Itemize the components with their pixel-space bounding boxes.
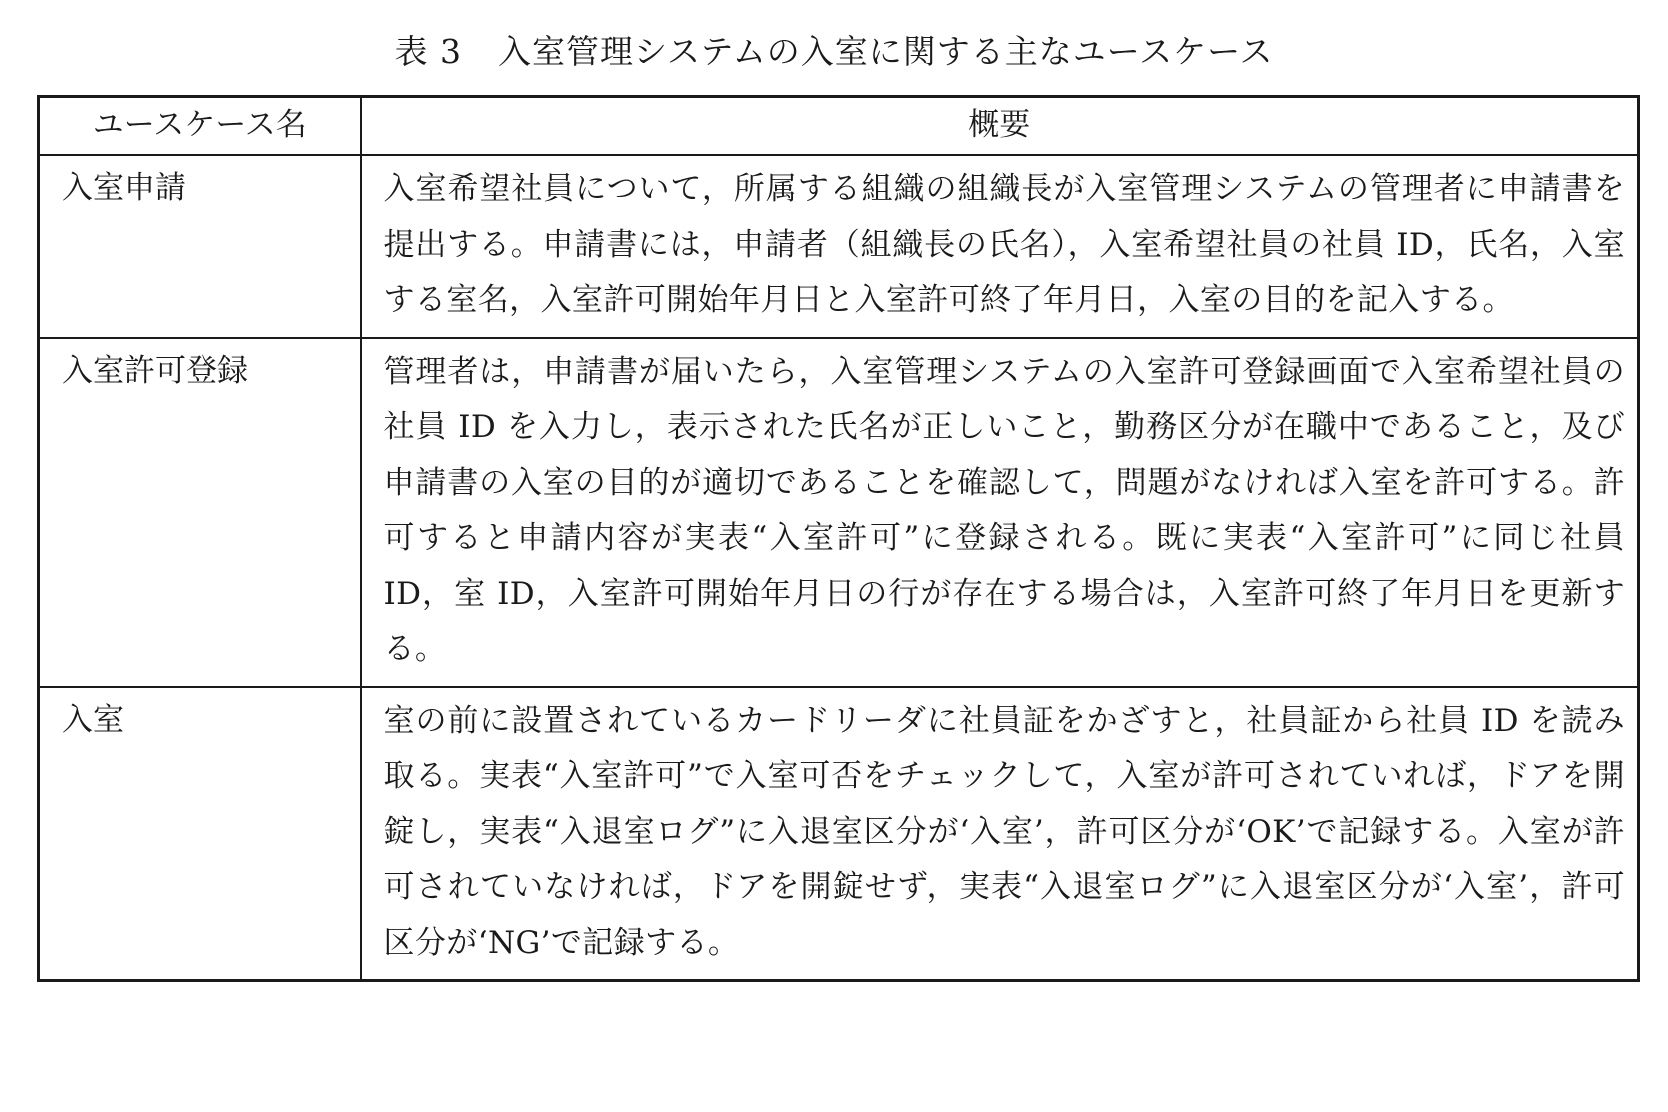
use-case-summary-cell: 室の前に設置されているカードリーダに社員証をかざすと，社員証から社員 ID を読み取る。実表“入室許可”で入室可否をチェックして，入室が許可されていれば，ドアを開錠し，実表“入退室ログ”に入退室区分が‘入室’，許可区分が‘OK’で記録する。入室が許可されていなければ，ドアを開錠せず，実表“入退室ログ”に入退室区分が‘入室’，許可区分が‘NG’で記録する。 <box>361 687 1639 981</box>
header-row <box>39 97 1639 156</box>
use-case-name-cell: 入室 <box>39 687 361 981</box>
table-number: 表 3 <box>394 32 463 71</box>
table-row <box>39 338 1639 687</box>
table-row <box>39 687 1639 981</box>
use-case-table <box>37 95 1640 982</box>
use-case-summary-cell: 入室希望社員について，所属する組織の組織長が入室管理システムの管理者に申請書を提出する。申請書には，申請者（組織長の氏名），入室希望社員の社員 ID，氏名，入室する室名，入室許可開始年月日と入室許可終了年月日，入室の目的を記入する。 <box>361 155 1639 338</box>
table-caption <box>0 30 1668 74</box>
use-case-summary-cell: 管理者は，申請書が届いたら，入室管理システムの入室許可登録画面で入室希望社員の社員 ID を入力し，表示された氏名が正しいこと，勤務区分が在職中であること，及び申請書の入室の目的が適切であることを確認して，問題がなければ入室を許可する。許可すると申請内容が実表“入室許可”に登録される。既に実表“入室許可”に同じ社員 ID，室 ID，入室許可開始年月日の行が存在する場合は，入室許可終了年月日を更新する。 <box>361 338 1639 687</box>
header-use-case-name: ユースケース名 <box>39 97 361 156</box>
header-summary: 概要 <box>361 97 1639 156</box>
table-row <box>39 155 1639 338</box>
use-case-name-cell: 入室申請 <box>39 155 361 338</box>
use-case-name-cell: 入室許可登録 <box>39 338 361 687</box>
table-title: 入室管理システムの入室に関する主なユースケース <box>498 32 1274 71</box>
